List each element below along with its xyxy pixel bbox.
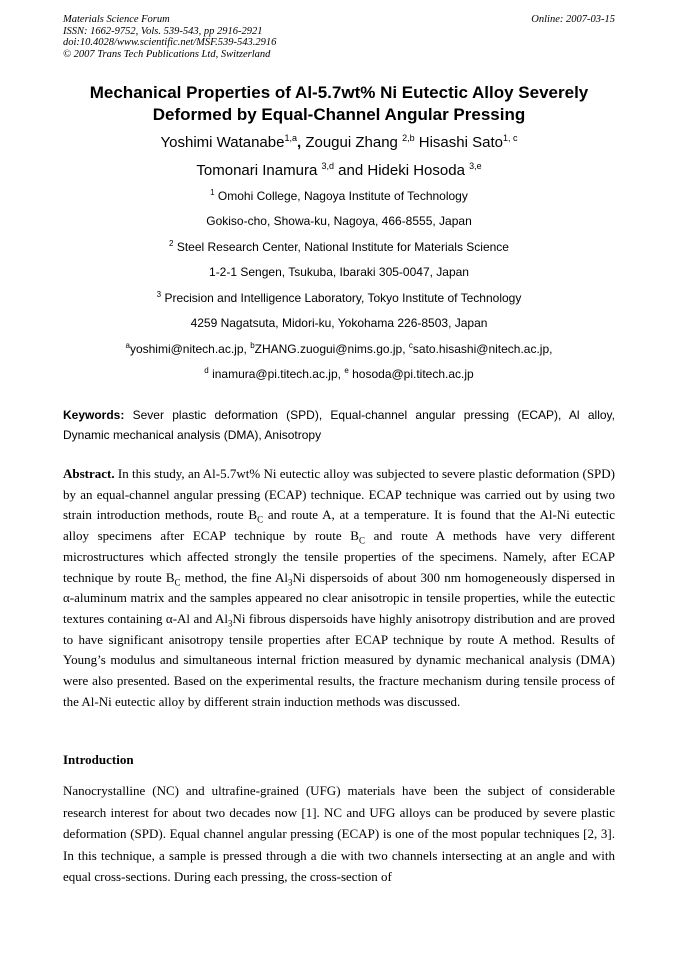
affiliation-3-address: 4259 Nagatsuta, Midori-ku, Yokohama 226-8503, Japan xyxy=(190,316,488,330)
affiliation-name: Precision and Intelligence Laboratory, Tokyo Institute of Technology xyxy=(164,291,522,305)
email-d: inamura@pi.titech.ac.jp, xyxy=(212,367,345,381)
author-sup: 3,d xyxy=(321,161,334,171)
author-name: Yoshimi Watanabe xyxy=(160,134,285,151)
abstract-label: Abstract. xyxy=(63,466,115,481)
email-c: sato.hisashi@nitech.ac.jp, xyxy=(412,342,553,356)
issn: ISSN: 1662-9752, Vols. 539-543, pp 2916-2921 xyxy=(63,25,263,37)
title-line-1: Mechanical Properties of Al-5.7wt% Ni Eutectic Alloy Severely xyxy=(89,83,589,102)
title-line-2: Deformed by Equal-Channel Angular Pressing xyxy=(152,105,526,124)
affiliation-2 xyxy=(40,239,638,255)
journal-name: Materials Science Forum xyxy=(63,14,170,25)
abstract xyxy=(63,464,615,712)
author-sup: 2,b xyxy=(402,133,415,143)
subscript: 3 xyxy=(288,577,293,588)
paper-title xyxy=(40,82,638,126)
abstract-text: and route A methods have very different microstructures which affected strongly the tensile properties of the specimens. Namely, after ECAP technique by route B xyxy=(63,528,615,585)
email-b: ZHANG.zuogui@nims.go.jp, xyxy=(254,342,409,356)
author-name: Hisashi Sato xyxy=(418,134,503,151)
email-sup: e xyxy=(344,366,349,375)
keywords xyxy=(63,405,615,445)
subscript: C xyxy=(257,515,264,525)
doi: doi:10.4028/www.scientific.net/MSF.539-543.2916 xyxy=(63,37,277,48)
email-a: yoshimi@nitech.ac.jp, xyxy=(129,342,251,356)
abstract-text: and route A, at a temperature. It is found that the Al-Ni eutectic alloy specimens after ECAP technique by route B xyxy=(63,507,615,544)
affiliation-sup: 3 xyxy=(156,290,162,299)
author-sup: 3,e xyxy=(469,161,482,171)
affiliation-sup: 1 xyxy=(210,188,215,197)
author-name: Hideki Hosoda xyxy=(367,162,470,179)
affiliation-1-address: Gokiso-cho, Showa-ku, Nagoya, 466-8555, Japan xyxy=(206,214,472,228)
online-date: Online: 2007-03-15 xyxy=(531,14,615,25)
author-name: Tomonari Inamura xyxy=(196,162,322,179)
copyright: © 2007 Trans Tech Publications Ltd, Switzerland xyxy=(63,48,271,60)
abstract-text: Ni dispersoids of about 300 nm homogeneously dispersed in α-aluminum matrix and the samples appeared no clear anisotropic in tensile properties, while the eutectic textures containing α-Al and Al xyxy=(63,569,615,626)
author-line-1 xyxy=(40,133,638,153)
author-separator: and xyxy=(333,162,368,179)
author-name: Zougui Zhang xyxy=(305,134,403,151)
affiliation-3 xyxy=(40,290,638,306)
email-line-2 xyxy=(40,366,638,382)
affiliation-name: Steel Research Center, National Institute for Materials Science xyxy=(176,240,509,254)
keywords-label: Keywords: xyxy=(63,408,125,422)
abstract-text: method, the fine Al xyxy=(180,569,288,585)
email-sup: d xyxy=(204,366,209,375)
email-sup: b xyxy=(250,341,255,350)
journal-header xyxy=(63,14,615,60)
author-sup: 1,a xyxy=(284,133,297,143)
keywords-text: Sever plastic deformation (SPD), Equal-channel angular pressing (ECAP), Al alloy, Dynamic mechanical analysis (DMA), Anisotropy xyxy=(63,408,615,442)
subscript: C xyxy=(174,577,181,588)
introduction-heading: Introduction xyxy=(63,752,134,767)
affiliation-2-address: 1-2-1 Sengen, Tsukuba, Ibaraki 305-0047, Japan xyxy=(209,265,469,279)
subscript: C xyxy=(358,535,365,546)
author-separator: , xyxy=(296,134,306,151)
abstract-text: Ni fibrous dispersoids have highly anisotropy distribution and are proved to have significant anisotropy tensile properties after ECAP technique by route A method. Results of Young’s modulus and simultaneous internal friction measured by dynamic mechanical analysis (DMA) were also presented. Based on the experimental results, the fracture mechanism during tensile process of the Al-Ni eutectic alloy by different strain induction methods was discussed. xyxy=(63,610,615,709)
introduction-text: Nanocrystalline (NC) and ultrafine-grained (UFG) materials have been the subject of considerable research interest for about two decades now [1]. NC and UFG alloys can be produced by severe plastic deformation (SPD). Equal channel angular pressing (ECAP) is one of the most popular techniques [2, 3]. In this technique, a sample is pressed through a die with two channels intersecting at an angle and with equal cross-sections. During each pressing, the cross-section of xyxy=(63,783,615,884)
email-line-1 xyxy=(40,341,638,357)
affiliation-sup: 2 xyxy=(169,239,174,248)
author-line-2 xyxy=(40,161,638,181)
author-sup: 1, c xyxy=(502,133,518,143)
affiliation-name: Omohi College, Nagoya Institute of Technology xyxy=(217,189,468,203)
subscript: 3 xyxy=(227,618,233,629)
email-sup: a xyxy=(125,341,130,350)
affiliation-1 xyxy=(40,188,638,204)
email-e: hosoda@pi.titech.ac.jp xyxy=(352,367,474,381)
abstract-text: In this study, an Al-5.7wt% Ni eutectic alloy was subjected to severe plastic deformation (SPD) by an equal-channel angular pressing (ECAP) technique. ECAP technique was carried out by using two strain introduction methods, route B xyxy=(63,466,615,523)
email-sup: c xyxy=(408,341,413,350)
